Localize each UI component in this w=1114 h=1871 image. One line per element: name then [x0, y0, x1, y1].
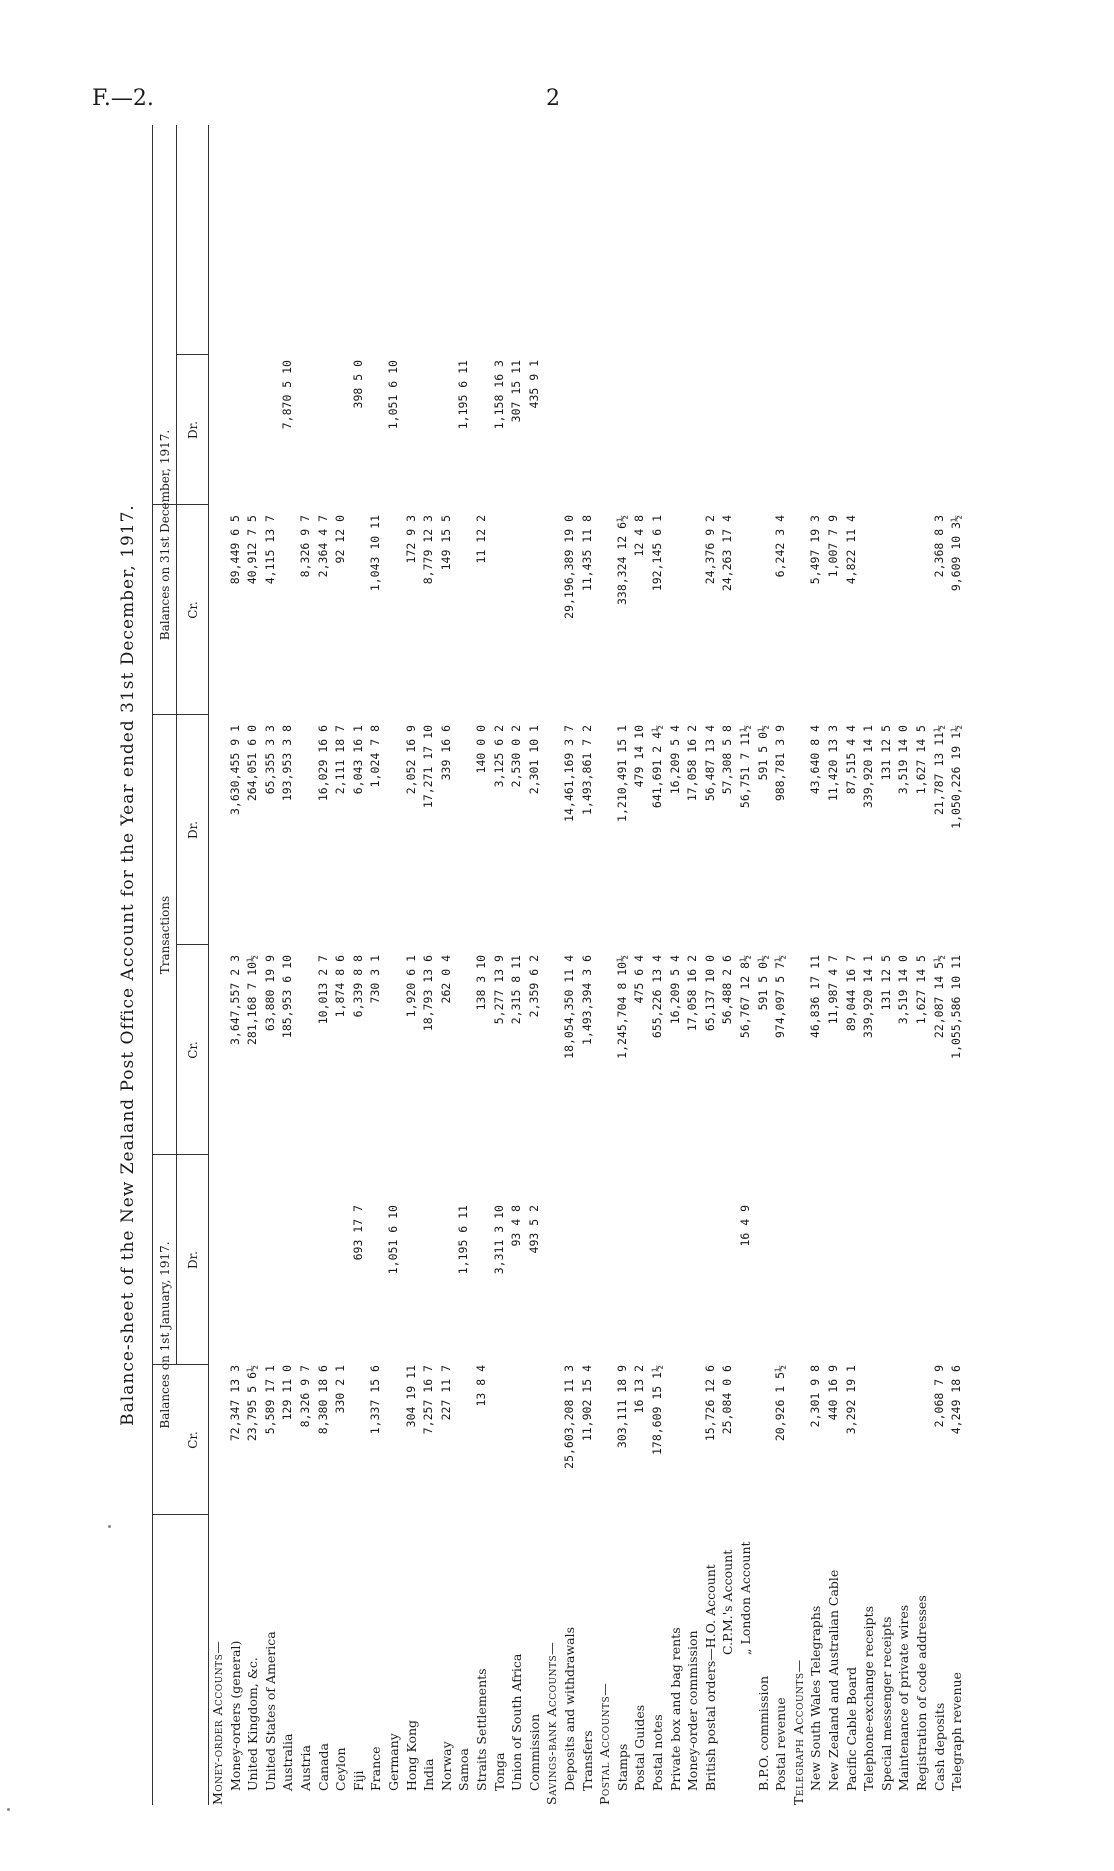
- amount-cell: 730 3 1: [368, 955, 383, 1004]
- amount-cell: 591 5 0½: [755, 725, 770, 781]
- amount-cell: 87,515 4 4: [843, 725, 858, 795]
- amount-cell: 9,609 10 3½: [949, 515, 964, 592]
- transactions-header: Transactions: [158, 895, 172, 975]
- amount-cell: 2,315 8 11: [509, 955, 524, 1025]
- table-row: [386, 125, 401, 1805]
- amount-cell: 65,355 3 3: [262, 725, 277, 795]
- table-row: [439, 125, 454, 1805]
- amount-cell: 1,051 6 10: [386, 1205, 400, 1275]
- amount-cell: 1,195 6 11: [456, 360, 471, 430]
- row-label: Telephone-exchange receipts: [861, 1606, 877, 1791]
- amount-cell: 57,308 5 8: [720, 725, 735, 795]
- amount-cell: 138 3 10: [474, 955, 488, 1011]
- scan-speck: [7, 1808, 10, 1811]
- row-label: United Kingdom, &c.: [245, 1657, 261, 1791]
- table-row: [456, 125, 471, 1805]
- amount-cell: 16 13 2: [632, 1365, 647, 1414]
- table-row: [316, 125, 331, 1805]
- row-label: Postal notes: [650, 1714, 665, 1791]
- amount-cell: 24,376 9 2: [702, 515, 717, 585]
- amount-cell: 303,111 18 9: [614, 1365, 629, 1449]
- amount-cell: 262 0 4: [438, 955, 453, 1004]
- amount-cell: 92 12 0: [333, 515, 348, 564]
- table-row: [580, 125, 595, 1805]
- amount-cell: 641,691 2 4½: [650, 725, 664, 809]
- row-label: United States of America: [262, 1631, 278, 1791]
- table-row: [562, 125, 577, 1805]
- row-label: India: [421, 1758, 437, 1791]
- amount-cell: 56,487 13 4: [702, 725, 717, 802]
- row-label: Germany: [386, 1733, 401, 1791]
- row-label: Pacific Cable Board: [843, 1666, 859, 1791]
- amount-cell: 7,870 5 10: [280, 360, 295, 430]
- amount-cell: 493 5 2: [526, 1205, 541, 1254]
- table-row: [544, 125, 559, 1805]
- amount-cell: 1,051 6 10: [386, 360, 400, 430]
- amount-cell: 3,125 6 2: [491, 725, 506, 788]
- table-row: [720, 125, 735, 1805]
- amount-cell: 12 4 8: [632, 515, 647, 557]
- amount-cell: 11 12 2: [474, 515, 488, 564]
- amount-cell: 2,368 8 3: [931, 515, 946, 578]
- table-row: [808, 125, 823, 1805]
- table-row: [228, 125, 243, 1805]
- amount-cell: 2,359 6 2: [526, 955, 541, 1018]
- amount-cell: 16 4 9: [738, 1205, 752, 1247]
- table-row: [298, 125, 313, 1805]
- amount-cell: 1,195 6 11: [456, 1205, 471, 1275]
- row-label: New Zealand and Australian Cable: [826, 1569, 841, 1791]
- amount-cell: 398 5 0: [350, 360, 365, 409]
- amount-cell: 1,874 8 6: [333, 955, 348, 1018]
- amount-cell: 307 15 11: [509, 360, 524, 423]
- amount-cell: 264,051 6 0: [245, 725, 260, 802]
- table-row: [791, 125, 806, 1805]
- amount-cell: 1,043 10 11: [368, 515, 383, 592]
- amount-cell: 43,640 8 4: [808, 725, 823, 795]
- table-row: [896, 125, 911, 1805]
- amount-cell: 1,337 15 6: [368, 1365, 383, 1435]
- row-label: „ London Account: [738, 1541, 753, 1655]
- amount-cell: 185,953 6 10: [280, 955, 295, 1039]
- table-row: [949, 125, 964, 1805]
- table-row: [474, 125, 489, 1805]
- row-label: British postal orders—H.O. Account: [702, 1564, 718, 1791]
- amount-cell: 140 0 0: [474, 725, 488, 774]
- amount-cell: 8,380 18 6: [315, 1365, 330, 1435]
- amount-cell: 6,043 16 1: [350, 725, 365, 795]
- table-row: [597, 125, 612, 1805]
- page-number: 2: [546, 86, 560, 111]
- row-label: Hong Kong: [403, 1719, 419, 1791]
- amount-cell: 11,902 15 4: [579, 1365, 594, 1442]
- amount-cell: 17,271 17 10: [421, 725, 436, 809]
- amount-cell: 20,926 1 5½: [773, 1365, 788, 1442]
- amount-cell: 2,052 16 9: [403, 725, 418, 795]
- row-label: C.P.M.'s Account: [720, 1549, 736, 1655]
- row-label: Union of South Africa: [509, 1653, 525, 1791]
- transactions-cr-header: Cr.: [186, 1041, 200, 1059]
- amount-cell: 1,055,586 10 11: [949, 955, 964, 1059]
- table-row: [280, 125, 295, 1805]
- opening-dr-header: Dr.: [186, 1251, 200, 1269]
- table-row: [368, 125, 383, 1805]
- amount-cell: 4,822 11 4: [843, 515, 858, 585]
- table-row: [351, 125, 366, 1805]
- amount-cell: 17,058 16 2: [685, 725, 700, 802]
- amount-cell: 2,301 10 1: [526, 725, 541, 795]
- row-label: Canada: [315, 1743, 331, 1791]
- amount-cell: 11,435 11 8: [579, 515, 594, 592]
- amount-cell: 1,493,861 7 2: [579, 725, 594, 816]
- table-row: [210, 125, 225, 1805]
- amount-cell: 16,209 5 4: [667, 955, 682, 1025]
- amount-cell: 29,196,389 19 0: [562, 515, 576, 619]
- table-row: [492, 125, 507, 1805]
- amount-cell: 1,627 14 5: [914, 725, 928, 795]
- amount-cell: 8,779 12 3: [421, 515, 436, 585]
- table-row: [826, 125, 841, 1805]
- table-row: [756, 125, 771, 1805]
- amount-cell: 14,461,169 3 7: [562, 725, 576, 822]
- amount-cell: 89,449 6 5: [227, 515, 242, 585]
- amount-cell: 4,115 13 7: [262, 515, 277, 585]
- amount-cell: 3,519 14 0: [896, 955, 911, 1025]
- row-label: Postal Guides: [632, 1704, 648, 1791]
- amount-cell: 2,111 18 7: [333, 725, 348, 795]
- table-row: [263, 125, 278, 1805]
- amount-cell: 693 17 7: [350, 1205, 365, 1261]
- amount-cell: 13 8 4: [474, 1365, 488, 1407]
- amount-cell: 149 15 5: [438, 515, 453, 571]
- row-label: New South Wales Telegraphs: [808, 1605, 824, 1791]
- amount-cell: 72,347 13 3: [227, 1365, 242, 1442]
- amount-cell: 6,242 3 4: [773, 515, 788, 578]
- row-label: Australia: [280, 1733, 296, 1791]
- amount-cell: 479 14 10: [632, 725, 647, 788]
- table-row: [773, 125, 788, 1805]
- table-row: [632, 125, 647, 1805]
- row-label: France: [368, 1746, 384, 1791]
- amount-cell: 1,627 14 5: [914, 955, 928, 1025]
- row-label: Maintenance of private wires: [896, 1604, 912, 1791]
- opening-cr-header: Cr.: [186, 1431, 200, 1449]
- row-label: Postal Accounts—: [597, 1682, 613, 1805]
- amount-cell: 17,058 16 2: [685, 955, 700, 1032]
- amount-cell: 3,292 19 1: [843, 1365, 858, 1435]
- amount-cell: 304 19 11: [403, 1365, 418, 1428]
- amount-cell: 3,519 14 0: [896, 725, 911, 795]
- row-label: Stamps: [614, 1743, 630, 1791]
- amount-cell: 2,301 9 8: [808, 1365, 823, 1428]
- closing-cr-header: Cr.: [186, 601, 200, 619]
- amount-cell: 7,257 16 7: [421, 1365, 436, 1435]
- amount-cell: 5,497 19 3: [808, 515, 823, 585]
- amount-cell: 2,068 7 9: [931, 1365, 946, 1428]
- page-reference: F.—2.: [92, 86, 154, 111]
- amount-cell: 339,920 14 1: [861, 955, 876, 1039]
- table-row: [844, 125, 859, 1805]
- header-mid-rule: [176, 125, 177, 1365]
- row-label: Commission: [526, 1713, 542, 1791]
- table-row: [404, 125, 419, 1805]
- header-bottom-rule: [208, 125, 209, 1805]
- row-label: Money-orders (general): [227, 1640, 243, 1791]
- amount-cell: 8,326 9 7: [298, 515, 312, 578]
- amount-cell: 25,084 0 6: [720, 1365, 735, 1435]
- row-label: Samoa: [456, 1748, 472, 1791]
- table-row: [333, 125, 348, 1805]
- row-label: Private box and bag rents: [667, 1627, 683, 1791]
- amount-cell: 440 16 9: [826, 1365, 840, 1421]
- row-label: Deposits and withdrawals: [562, 1626, 577, 1791]
- amount-cell: 1,493,394 3 6: [579, 955, 594, 1046]
- amount-cell: 22,087 14 5½: [931, 955, 946, 1039]
- amount-cell: 65,137 10 0: [702, 955, 717, 1032]
- amount-cell: 6,339 8 8: [350, 955, 365, 1018]
- table-row: [879, 125, 894, 1805]
- amount-cell: 2,364 4 7: [315, 515, 330, 578]
- table-row: [685, 125, 700, 1805]
- amount-cell: 1,245,704 8 10½: [614, 955, 629, 1059]
- amount-cell: 18,054,350 11 4: [562, 955, 576, 1059]
- table-row: [245, 125, 260, 1805]
- amount-cell: 655,226 13 4: [650, 955, 664, 1039]
- amount-cell: 1,050,226 19 1½: [949, 725, 964, 829]
- amount-cell: 56,751 7 11½: [738, 725, 752, 809]
- amount-cell: 5,589 17 1: [262, 1365, 277, 1435]
- table-row: [861, 125, 876, 1805]
- closing-dr-header: Dr.: [186, 421, 200, 439]
- amount-cell: 3,647,557 2 3: [227, 955, 242, 1046]
- amount-cell: 11,987 4 7: [826, 955, 840, 1025]
- opening-balances-header: Balances on 1st January, 1917.: [158, 1241, 172, 1429]
- amount-cell: 339 16 6: [438, 725, 453, 781]
- amount-cell: 40,912 7 5: [245, 515, 260, 585]
- amount-cell: 988,781 3 9: [773, 725, 788, 802]
- amount-cell: 227 11 7: [438, 1365, 453, 1421]
- table-row: [421, 125, 436, 1805]
- table-row: [932, 125, 947, 1805]
- row-label: Money-order commission: [685, 1630, 701, 1791]
- row-label: Money-order Accounts—: [210, 1640, 225, 1805]
- amount-cell: 1,158 16 3: [491, 360, 506, 430]
- amount-cell: 89,044 16 7: [843, 955, 858, 1032]
- amount-cell: 11,420 13 3: [826, 725, 840, 802]
- amount-cell: 1,007 7 9: [826, 515, 840, 578]
- amount-cell: 93 4 8: [509, 1205, 524, 1247]
- amount-cell: 129 11 0: [280, 1365, 295, 1421]
- amount-cell: 25,603,208 11 3: [562, 1365, 576, 1469]
- amount-cell: 435 9 1: [526, 360, 541, 409]
- table-row: [703, 125, 718, 1805]
- amount-cell: 3,630,455 9 1: [227, 725, 242, 816]
- amount-cell: 1,024 7 8: [368, 725, 383, 788]
- row-label: Postal revenue: [773, 1697, 789, 1791]
- table-row: [615, 125, 630, 1805]
- amount-cell: 5,277 13 9: [491, 955, 506, 1025]
- amount-cell: 16,209 5 4: [667, 725, 682, 795]
- row-label: Savings-bank Accounts—: [544, 1641, 560, 1805]
- amount-cell: 23,795 5 6½: [245, 1365, 260, 1442]
- amount-cell: 1,920 6 1: [403, 955, 418, 1018]
- amount-cell: 192,145 6 1: [650, 515, 664, 592]
- amount-cell: 16,029 16 6: [315, 725, 330, 802]
- amount-cell: 1,210,491 15 1: [614, 725, 629, 822]
- amount-cell: 131 12 5: [878, 955, 893, 1011]
- amount-cell: 8,326 9 7: [298, 1365, 312, 1428]
- table-row: [668, 125, 683, 1805]
- table-row: [527, 125, 542, 1805]
- table-row: [650, 125, 665, 1805]
- amount-cell: 3,311 3 10: [491, 1205, 506, 1275]
- row-label: Special messenger receipts: [878, 1616, 894, 1791]
- amount-cell: 281,168 7 10½: [245, 955, 260, 1046]
- amount-cell: 10,013 2 7: [315, 955, 330, 1025]
- row-label: Cash deposits: [931, 1702, 947, 1791]
- header-top-rule: [152, 125, 153, 1805]
- row-label: Transfers: [579, 1730, 595, 1791]
- amount-cell: 18,793 13 6: [421, 955, 436, 1032]
- amount-cell: 131 12 5: [878, 725, 893, 781]
- amount-cell: 46,836 17 11: [808, 955, 823, 1039]
- transactions-dr-header: Dr.: [186, 821, 200, 839]
- table-row: [914, 125, 929, 1805]
- amount-cell: 4,249 18 6: [949, 1365, 964, 1435]
- amount-cell: 172 9 3: [403, 515, 418, 564]
- balance-sheet: [118, 125, 998, 1805]
- amount-cell: 193,953 3 8: [280, 725, 295, 802]
- row-label: Straits Settlements: [474, 1668, 489, 1791]
- row-label: Norway: [438, 1741, 454, 1791]
- amount-cell: 330 2 1: [333, 1365, 348, 1414]
- row-label: Registration of code addresses: [914, 1595, 929, 1791]
- amount-cell: 178,609 15 1½: [650, 1365, 664, 1456]
- amount-cell: 56,767 12 8½: [738, 955, 752, 1039]
- row-label: Austria: [298, 1745, 313, 1791]
- amount-cell: 2,530 0 2: [509, 725, 524, 788]
- amount-cell: 24,263 17 4: [720, 515, 735, 592]
- closing-balances-header: Balances on 31st December, 1917.: [158, 429, 172, 641]
- amount-cell: 63,880 19 9: [262, 955, 277, 1032]
- amount-cell: 338,324 12 6½: [614, 515, 629, 606]
- amount-cell: 15,726 12 6: [702, 1365, 717, 1442]
- sheet-title: Balance-sheet of the New Zealand Post Office Account for the Year ended 31st December, 1917.: [118, 504, 138, 1426]
- amount-cell: 475 6 4: [632, 955, 647, 1004]
- amount-cell: 974,097 5 7½: [773, 955, 788, 1039]
- scan-speck: [108, 1525, 111, 1528]
- row-label: Tonga: [491, 1752, 507, 1791]
- row-label: Telegraph revenue: [949, 1672, 965, 1791]
- table-row: [738, 125, 753, 1805]
- amount-cell: 56,488 2 6: [720, 955, 735, 1025]
- row-label: Ceylon: [333, 1747, 349, 1791]
- table-row: [509, 125, 524, 1805]
- row-label: B.P.O. commission: [755, 1675, 771, 1791]
- amount-cell: 339,920 14 1: [861, 725, 876, 809]
- amount-cell: 591 5 0½: [755, 955, 770, 1011]
- amount-cell: 21,787 13 11½: [931, 725, 946, 816]
- row-label: Telegraph Accounts—: [790, 1659, 806, 1805]
- row-label: Fiji: [350, 1770, 366, 1791]
